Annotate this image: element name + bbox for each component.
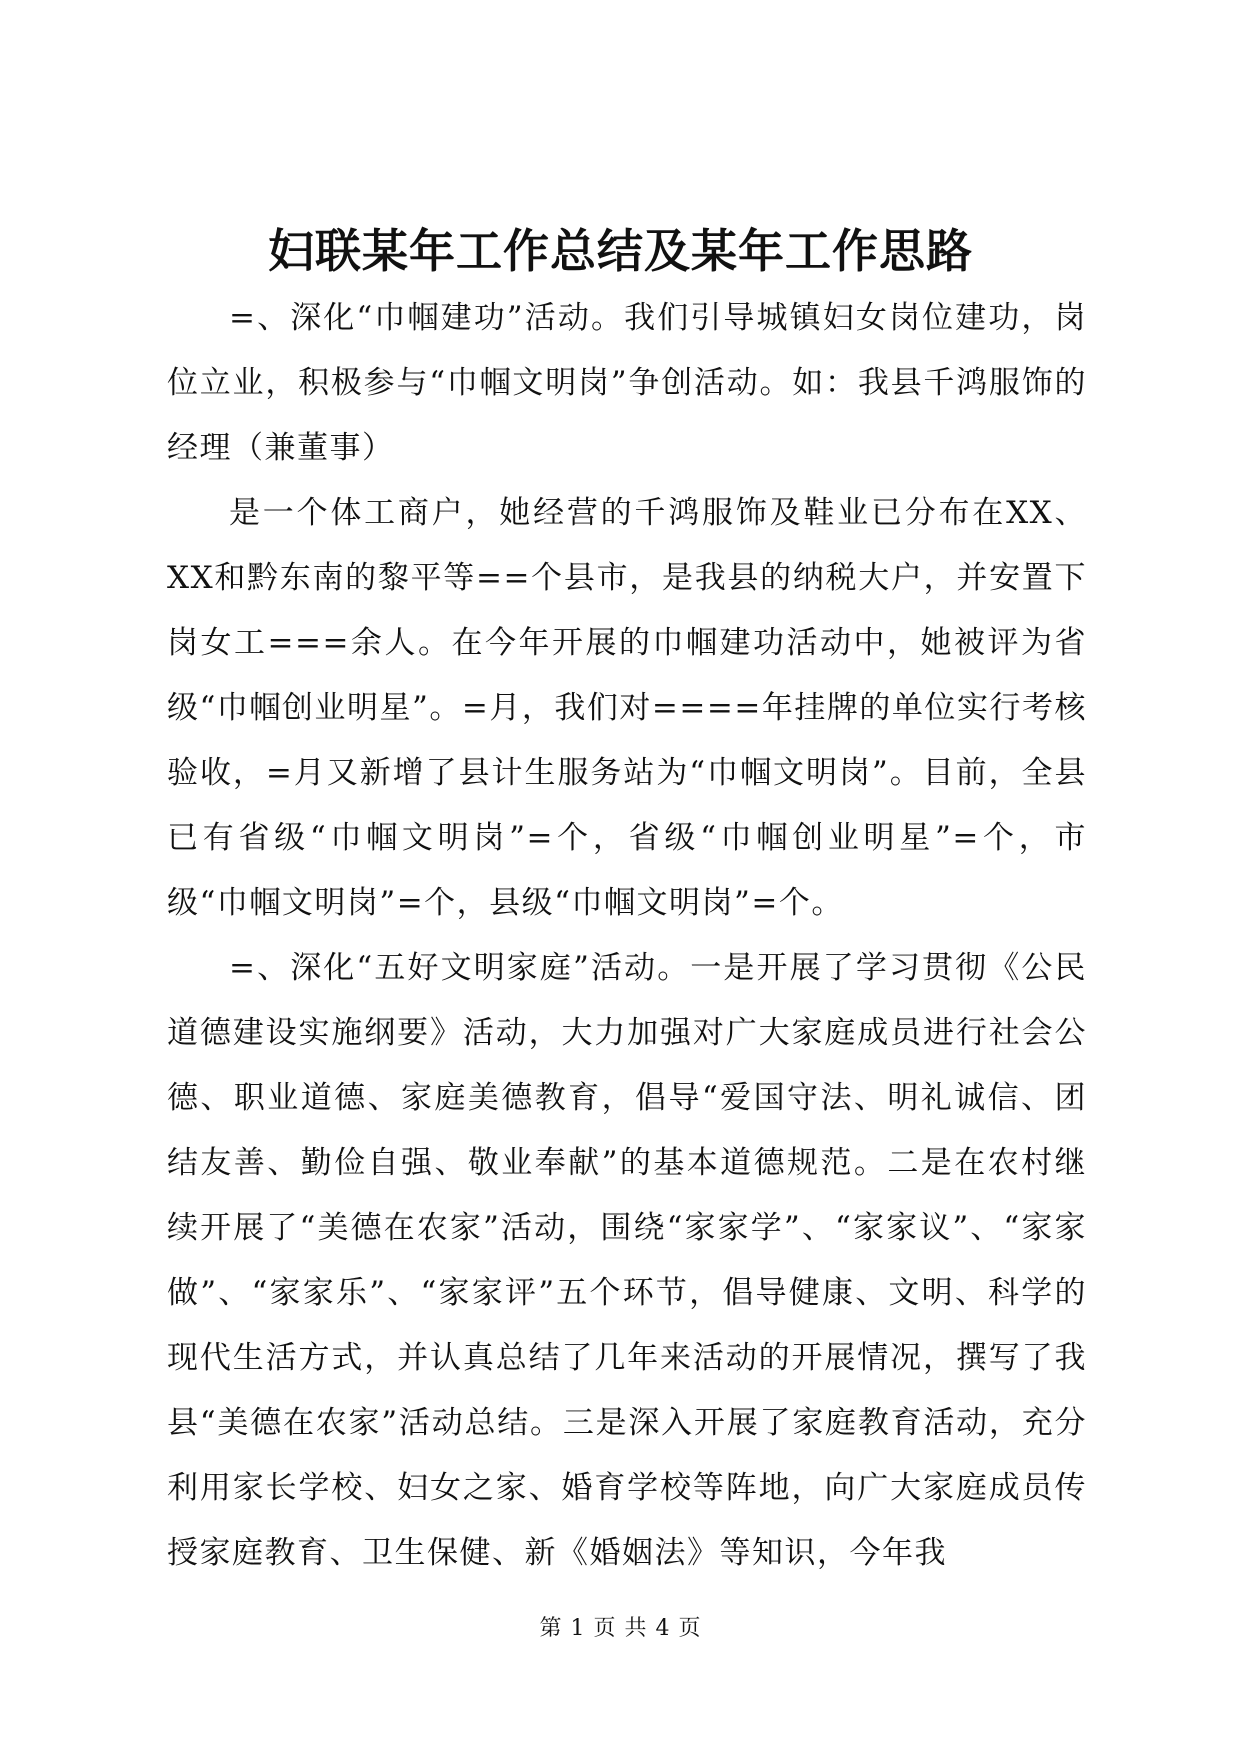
document-body [167,286,1087,1586]
paragraph-2: 是一个体工商户，她经营的千鸿服饰及鞋业已分布在XX、XX和黔东南的黎平等==个县市，是我县的纳税大户，并安置下岗女工===余人。在今年开展的巾帼建功活动中，她被评为省级“巾帼创业明星”。=月，我们对====年挂牌的单位实行考核验收，=月又新增了县计生服务站为“巾帼文明岗”。目前，全县已有省级“巾帼文明岗”=个，省级“巾帼创业明星”=个，市级“巾帼文明岗”=个，县级“巾帼文明岗”=个。 [167,495,1087,921]
paragraph-3: =、深化“五好文明家庭”活动。一是开展了学习贯彻《公民道德建设实施纲要》活动，大力加强对广大家庭成员进行社会公德、职业道德、家庭美德教育，倡导“爱国守法、明礼诚信、团结友善、勤俭自强、敬业奉献”的基本道德规范。二是在农村继续开展了“美德在农家”活动，围绕“家家学”、“家家议”、“家家做”、“家家乐”、“家家评”五个环节，倡导健康、文明、科学的现代生活方式，并认真总结了几年来活动的开展情况，撰写了我县“美德在农家”活动总结。三是深入开展了家庭教育活动，充分利用家长学校、妇女之家、婚育学校等阵地，向广大家庭成员传授家庭教育、卫生保健、新《婚姻法》等知识，今年我 [167,950,1087,1571]
document-title: 妇联某年工作总结及某年工作思路 [268,224,973,278]
page-number-footer: 第 1 页 共 4 页 [539,1616,702,1641]
paragraph-1: =、深化“巾帼建功”活动。我们引导城镇妇女岗位建功，岗位立业，积极参与“巾帼文明岗”争创活动。如：我县千鸿服饰的经理（兼董事） [167,300,1087,466]
